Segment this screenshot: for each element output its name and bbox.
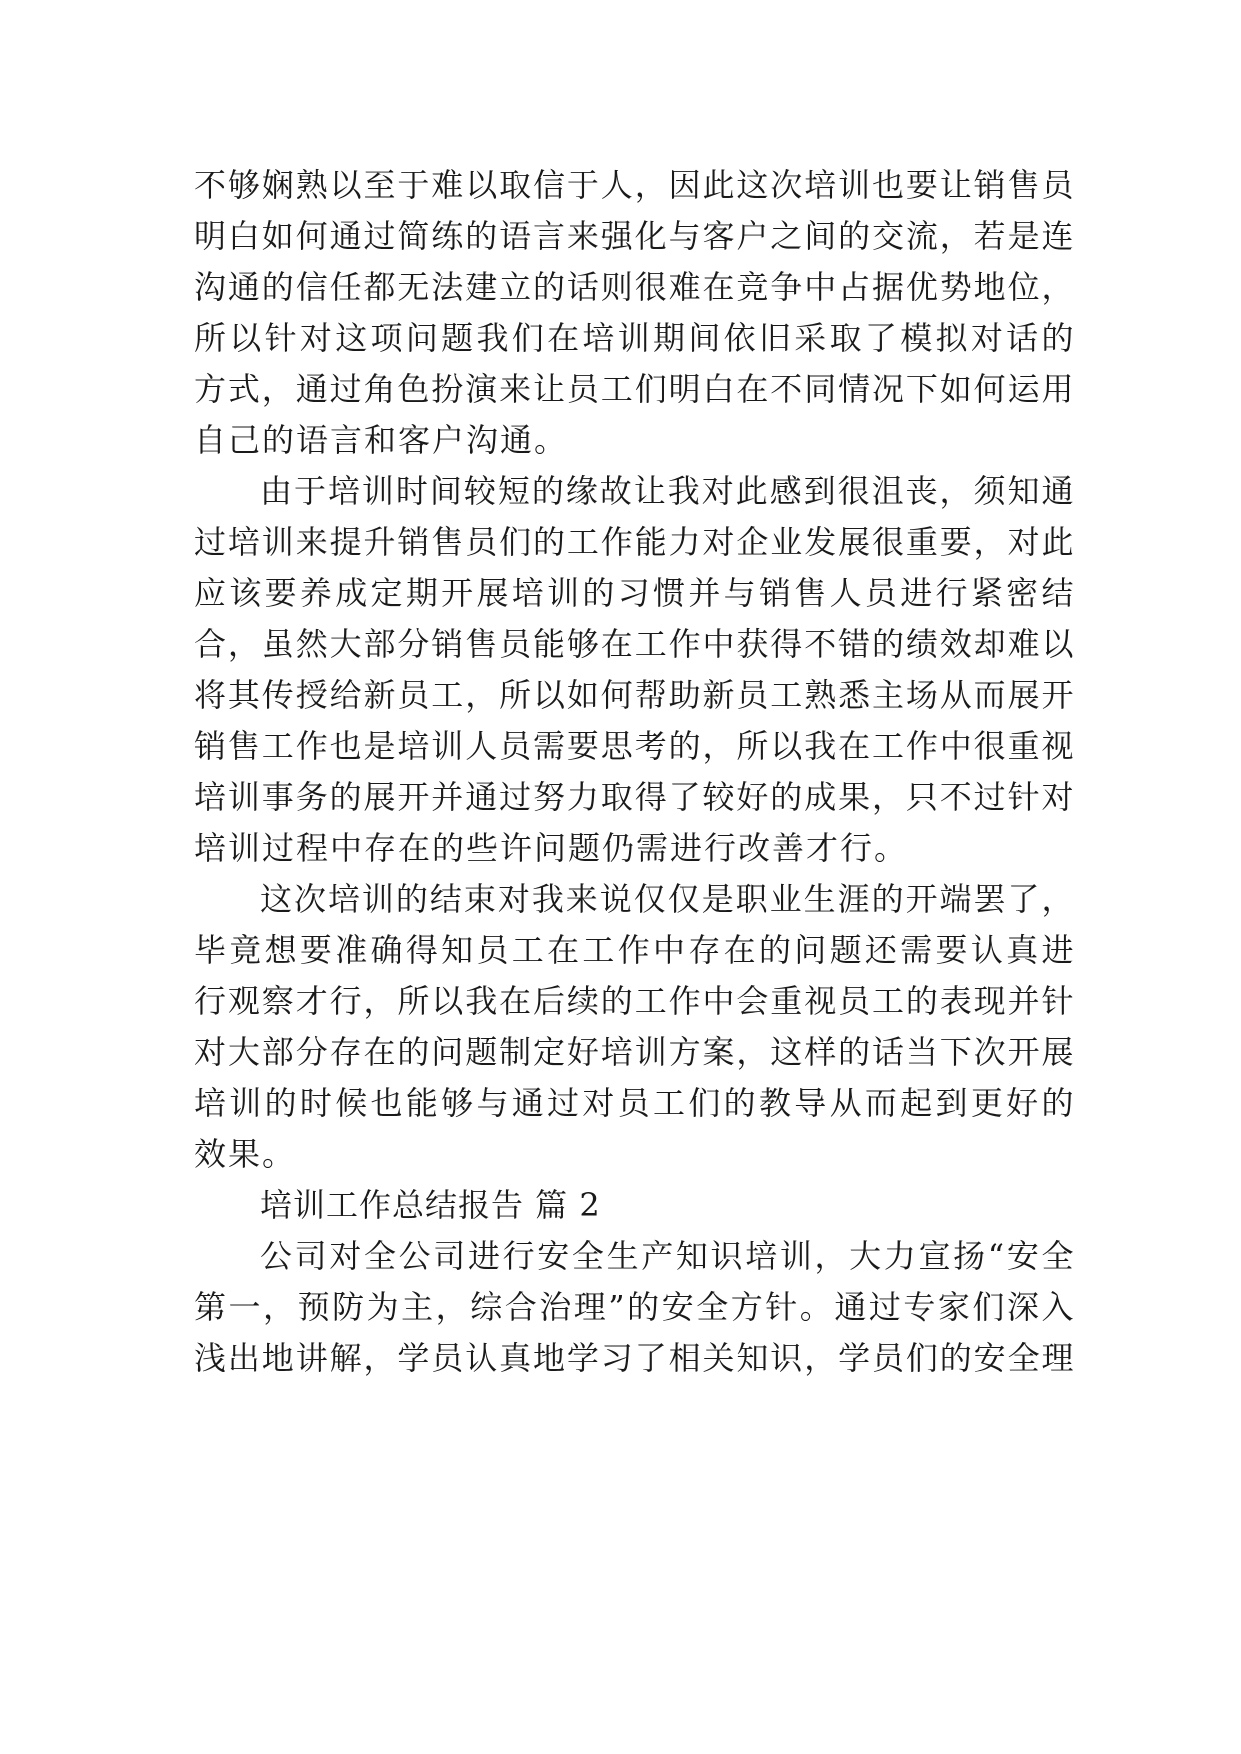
text-line: 不够娴熟以至于难以取信于人，因此这次培训也要让销售员 — [194, 166, 1074, 204]
text-line: 效果。 — [194, 1135, 297, 1173]
text-line: 培训的时候也能够与通过对员工们的教导从而起到更好的 — [194, 1084, 1074, 1122]
text-line: 销售工作也是培训人员需要思考的，所以我在工作中很重视 — [194, 727, 1074, 765]
text-line: 浅出地讲解，学员认真地学习了相关知识，学员们的安全理 — [194, 1339, 1074, 1377]
text-line: 对大部分存在的问题制定好培训方案，这样的话当下次开展 — [194, 1033, 1074, 1071]
text-line: 合，虽然大部分销售员能够在工作中获得不错的绩效却难以 — [194, 625, 1074, 663]
text-line: 方式，通过角色扮演来让员工们明白在不同情况下如何运用 — [194, 370, 1074, 408]
section-heading: 培训工作总结报告 篇 2 — [260, 1186, 601, 1224]
text-line: 毕竟想要准确得知员工在工作中存在的问题还需要认真进 — [194, 931, 1074, 969]
text-line: 所以针对这项问题我们在培训期间依旧采取了模拟对话的 — [194, 319, 1074, 357]
text-line: 公司对全公司进行安全生产知识培训，大力宣扬“安全 — [260, 1237, 1074, 1275]
text-line: 明白如何通过简练的语言来强化与客户之间的交流，若是连 — [194, 217, 1074, 255]
text-line: 应该要养成定期开展培训的习惯并与销售人员进行紧密结 — [194, 574, 1074, 612]
body-text — [194, 160, 1074, 1384]
text-line: 沟通的信任都无法建立的话则很难在竞争中占据优势地位， — [194, 268, 1074, 306]
text-line: 将其传授给新员工，所以如何帮助新员工熟悉主场从而展开 — [194, 676, 1074, 714]
text-line: 自己的语言和客户沟通。 — [194, 421, 569, 459]
text-line: 第一，预防为主，综合治理”的安全方针。通过专家们深入 — [194, 1288, 1074, 1326]
text-line: 培训过程中存在的些许问题仍需进行改善才行。 — [194, 829, 909, 867]
text-line: 这次培训的结束对我来说仅仅是职业生涯的开端罢了， — [260, 880, 1074, 918]
text-line: 过培训来提升销售员们的工作能力对企业发展很重要，对此 — [194, 523, 1074, 561]
text-line: 由于培训时间较短的缘故让我对此感到很沮丧，须知通 — [260, 472, 1074, 510]
text-line: 行观察才行，所以我在后续的工作中会重视员工的表现并针 — [194, 982, 1074, 1020]
text-line: 培训事务的展开并通过努力取得了较好的成果，只不过针对 — [194, 778, 1074, 816]
